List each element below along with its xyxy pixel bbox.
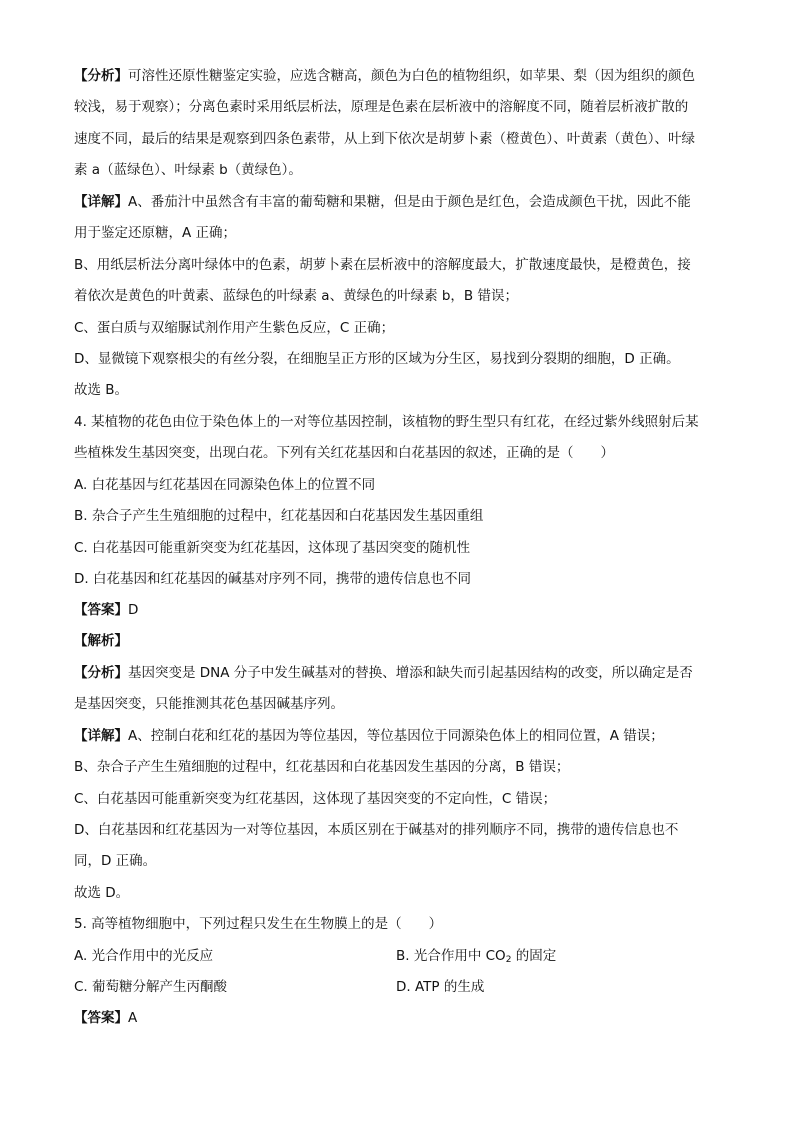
q5-option-a: A. 光合作用中的光反应 <box>74 948 214 964</box>
q4-explain-tag: 【解析】 <box>74 633 128 649</box>
q5-option-d: D. ATP 的生成 <box>396 979 485 995</box>
q5-option-c: C. 葡萄糖分解产生丙酮酸 <box>74 979 228 995</box>
q3-detail-line-6: D、显微镜下观察根尖的有丝分裂，在细胞呈正方形的区域为分生区，易找到分裂期的细胞，D 正确。 <box>74 351 680 367</box>
q5-stem: 5. 高等植物细胞中，下列过程只发生在生物膜上的是（ ） <box>74 916 443 932</box>
q3-detail-line-1: 【详解】A、番茄汁中虽然含有丰富的葡萄糖和果糖，但是由于颜色是红色，会造成颜色干扰，因此不能 <box>74 194 691 210</box>
q5-option-b: B. 光合作用中 $CO_2$ 的固定 <box>396 948 557 965</box>
analysis-tag: 【分析】 <box>74 665 128 681</box>
answer-tag: 【答案】 <box>74 1010 128 1026</box>
q4-detail-line-2: B、杂合子产生生殖细胞的过程中，红花基因和白花基因发生基因的分离，B 错误； <box>74 759 570 775</box>
q4-stem-line-1: 4. 某植物的花色由位于染色体上的一对等位基因控制，该植物的野生型只有红花，在经过紫外线照射后某 <box>74 414 699 430</box>
q4-detail-line-1: 【详解】A、控制白花和红花的基因为等位基因，等位基因位于同源染色体上的相同位置，A 错误； <box>74 728 664 744</box>
q4-conclusion: 故选 D。 <box>74 885 130 901</box>
q4-analysis-line-1: 【分析】基因突变是 DNA 分子中发生碱基对的替换、增添和缺失而引起基因结构的改变，所以确定是否 <box>74 665 693 681</box>
q5-answer <box>74 1008 734 1028</box>
q3-detail-line-2: 用于鉴定还原糖，A 正确； <box>74 225 237 241</box>
q3-analysis-line-3: 速度不同，最后的结果是观察到四条色素带，从上到下依次是胡萝卜素（橙黄色）、叶黄素（黄色）、叶绿 <box>74 131 695 147</box>
q4-option-d: D. 白花基因和红花基因的碱基对序列不同，携带的遗传信息也不同 <box>74 571 471 587</box>
q4-detail-line-3: C、白花基因可能重新突变为红花基因，这体现了基因突变的不定向性，C 错误； <box>74 791 557 807</box>
q4-detail-line-4: D、白花基因和红花基因为一对等位基因，本质区别在于碱基对的排列顺序不同，携带的遗传信息也不 <box>74 822 679 838</box>
q3-analysis-line-2: 较浅，易于观察）；分离色素时采用纸层析法，原理是色素在层析液中的溶解度不同，随着层析液扩散的 <box>74 99 689 115</box>
q4-detail-line-5: 同，D 正确。 <box>74 853 157 869</box>
detail-tag: 【详解】 <box>74 194 128 210</box>
q4-option-a: A. 白花基因与红花基因在同源染色体上的位置不同 <box>74 477 376 493</box>
q4-stem-line-2: 些植株发生基因突变，出现白花。下列有关红花基因和白花基因的叙述，正确的是（ ） <box>74 445 614 461</box>
q4-answer <box>74 600 734 620</box>
q5-options-row-1 <box>74 946 734 966</box>
q3-conclusion: 故选 B。 <box>74 382 129 398</box>
answer-value: D <box>128 602 139 618</box>
answer-tag: 【答案】 <box>74 602 128 618</box>
q3-detail-line-4: 着依次是黄色的叶黄素、蓝绿色的叶绿素 a、黄绿色的叶绿素 b，B 错误； <box>74 288 518 304</box>
q3-detail-line-3: B、用纸层析法分离叶绿体中的色素，胡萝卜素在层析液中的溶解度最大，扩散速度最快，是橙黄色，接 <box>74 257 691 273</box>
q4-option-b: B. 杂合子产生生殖细胞的过程中，红花基因和白花基因发生基因重组 <box>74 508 484 524</box>
detail-tag: 【详解】 <box>74 728 128 744</box>
q3-detail-line-5: C、蛋白质与双缩脲试剂作用产生紫色反应，C 正确； <box>74 320 395 336</box>
answer-value: A <box>128 1010 138 1026</box>
q3-analysis-line-1: 【分析】可溶性还原性糖鉴定实验，应选含糖高，颜色为白色的植物组织，如苹果、梨（因为组织的颜色 <box>74 68 695 84</box>
analysis-tag: 【分析】 <box>74 68 128 84</box>
q4-analysis-line-2: 是基因突变，只能推测其花色基因碱基序列。 <box>74 696 344 712</box>
q5-options-row-2 <box>74 977 734 997</box>
q3-analysis-line-4: 素 a（蓝绿色）、叶绿素 b（黄绿色）。 <box>74 162 302 178</box>
q4-option-c: C. 白花基因可能重新突变为红花基因，这体现了基因突变的随机性 <box>74 540 471 556</box>
